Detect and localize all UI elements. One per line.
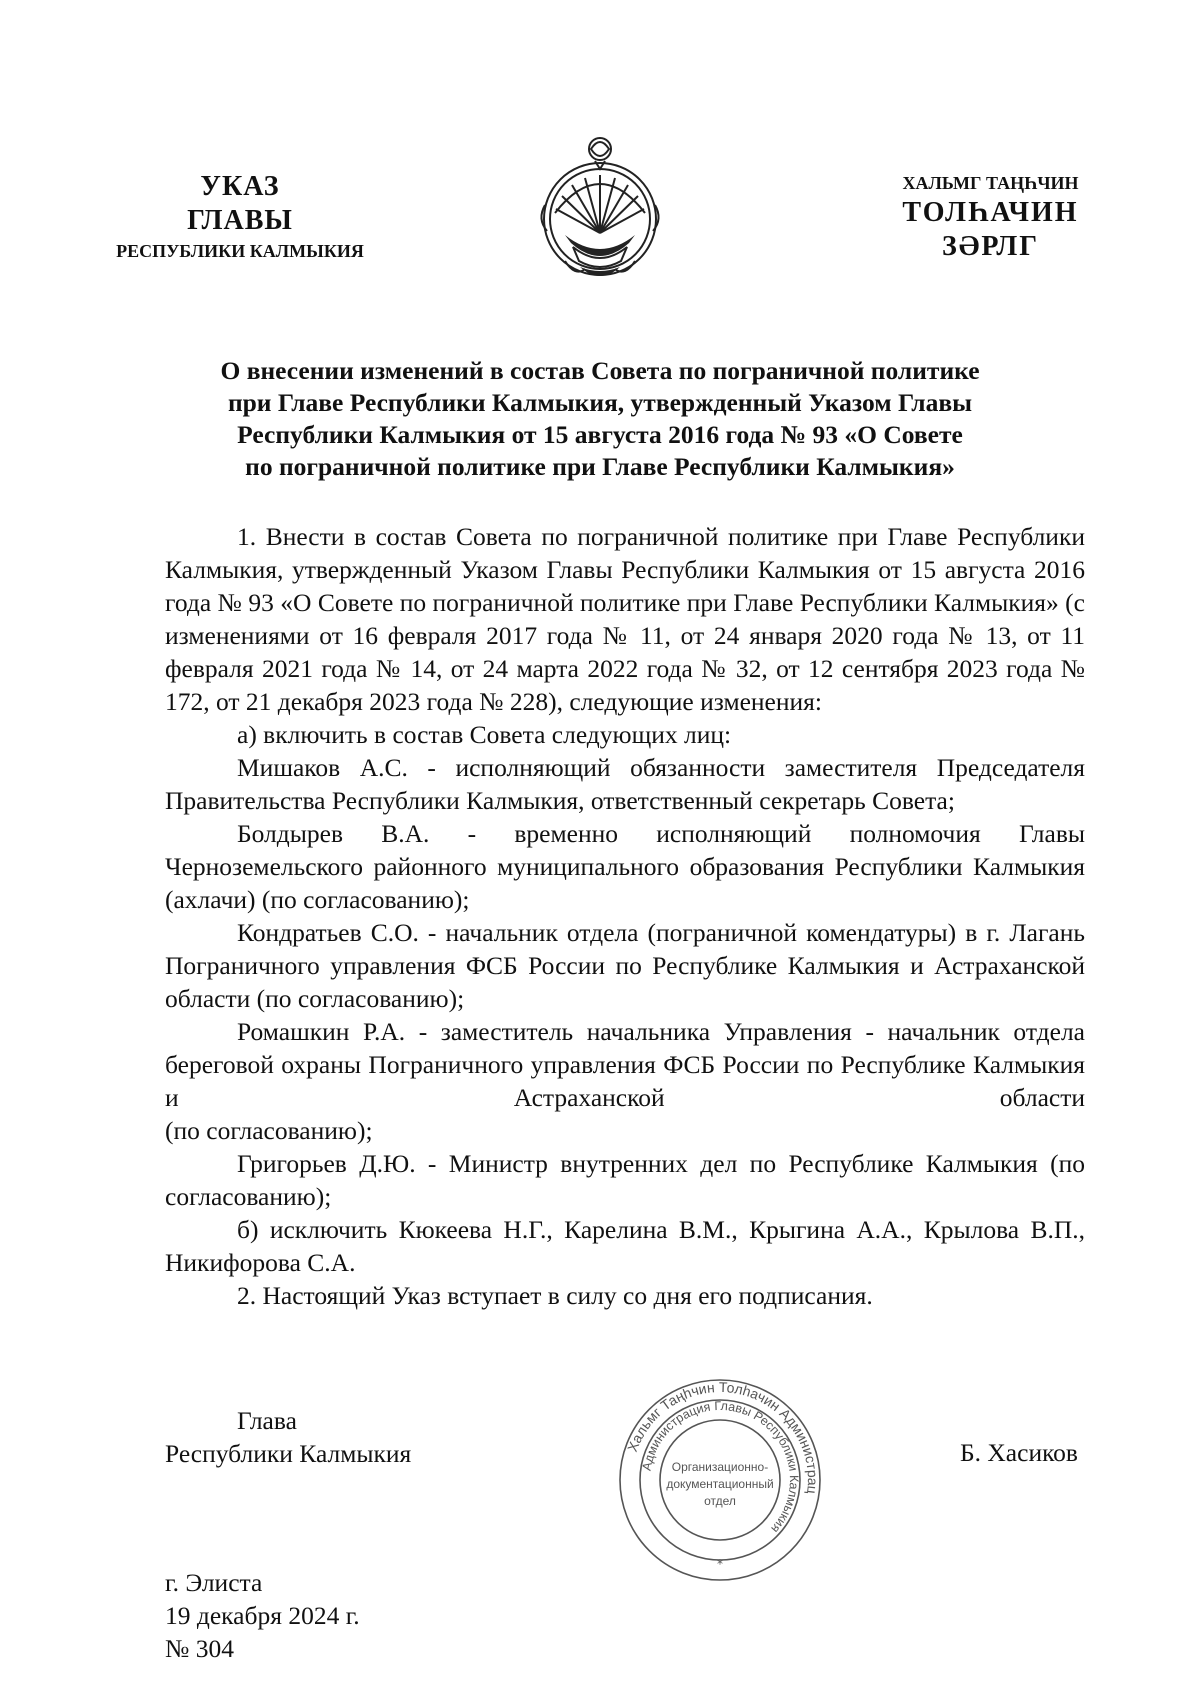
city: г. Элиста [165, 1568, 263, 1597]
signature-name: Б. Хасиков [960, 1438, 1078, 1467]
title-line4: по пограничной политике при Главе Республики Калмыкия» [245, 452, 955, 481]
document-body [165, 520, 1085, 1312]
document-title [190, 355, 1010, 483]
header-left-line2: ГЛАВЫ [187, 205, 293, 236]
member-boldyrev: Болдырев В.А. - временно исполняющий полномочия Главы Черноземельского районного муниципального образования Республики Калмыкия (ахлачи) (по согласованию); [165, 819, 1085, 914]
member-romashkin: Ромашкин Р.А. - заместитель начальника Управления - начальник отдела береговой охраны Пограничного управления ФСБ России по Республике Калмыкия и Астраханской области [165, 1017, 1085, 1112]
header-left-line1: УКАЗ [200, 171, 280, 202]
signature-position [165, 1404, 411, 1470]
member-kondratyev: Кондратьев С.О. - начальник отдела (пограничной комендатуры) в г. Лагань Пограничного управления ФСБ России по Республике Калмыкия и Астраханской области (по согласованию); [165, 918, 1085, 1013]
title-line3: Республики Калмыкия от 15 августа 2016 года № 93 «О Совете [237, 420, 963, 449]
header-right-line2: ТОЛҺАЧИН [902, 197, 1079, 228]
stamp-center-line2: документационный [666, 1477, 774, 1491]
decree-number: № 304 [165, 1634, 234, 1663]
header-right-line1: ХАЛЬМГ ТАҢҺЧИН [902, 173, 1079, 193]
stamp-center-line1: Организационно- [671, 1460, 769, 1474]
header-right-block [848, 170, 1133, 264]
title-line2: при Главе Республики Калмыкия, утвержденный Указом Главы [227, 388, 973, 417]
member-mishakov: Мишаков А.С. - исполняющий обязанности заместителя Председателя Правительства Республики Калмыкия, ответственный секретарь Совета; [165, 753, 1085, 815]
member-romashkin-note: (по согласованию); [165, 1116, 373, 1145]
stamp-star-icon: * [717, 1557, 723, 1571]
header-left-line3: РЕСПУБЛИКИ КАЛМЫКИЯ [116, 241, 364, 261]
paragraph-include: а) включить в состав Совета следующих лиц: [237, 720, 732, 749]
paragraph-2: 2. Настоящий Указ вступает в силу со дня его подписания. [237, 1281, 873, 1310]
official-stamp [615, 1375, 825, 1585]
place-date-block [165, 1566, 360, 1665]
header-right-line3: ЗӘРЛГ [941, 231, 1040, 262]
stamp-outer-text: Хальмг Таңһчин Толһачин Администрац [624, 1378, 822, 1495]
stamp-center-line3: отдел [704, 1494, 736, 1508]
member-grigoryev: Григорьев Д.Ю. - Министр внутренних дел по Республике Калмыкия (по согласованию); [165, 1149, 1085, 1211]
signature-position-line1: Глава [237, 1406, 297, 1435]
kalmykia-coat-of-arms-icon [525, 135, 675, 287]
date: 19 декабря 2024 г. [165, 1601, 360, 1630]
stamp-inner-text: Администрация Главы Республики Калмыкия [639, 1398, 802, 1536]
paragraph-exclude: б) исключить Кюкеева Н.Г., Карелина В.М., Крыгина А.А., Крылова В.П., Никифорова С.А. [165, 1215, 1085, 1277]
signature-position-line2: Республики Калмыкия [165, 1439, 412, 1468]
title-line1: О внесении изменений в состав Совета по пограничной политике [220, 356, 980, 385]
paragraph-1: 1. Внести в состав Совета по пограничной политике при Главе Республики Калмыкия, утвержденный Указом Главы Республики Калмыкия от 15 августа 2016 года № 93 «О Совете по пограничной политике при Главе Республики Калмыкия» (с изменениями от 16 февраля 2017 года № 11, от 24 января 2020 года № 13, от 11 февраля 2021 года № 14, от 24 марта 2022 года № 32, от 12 сентября 2023 года № 172, от 21 декабря 2023 года № 228), следующие изменения: [165, 522, 1085, 716]
header-left-block [95, 170, 385, 264]
